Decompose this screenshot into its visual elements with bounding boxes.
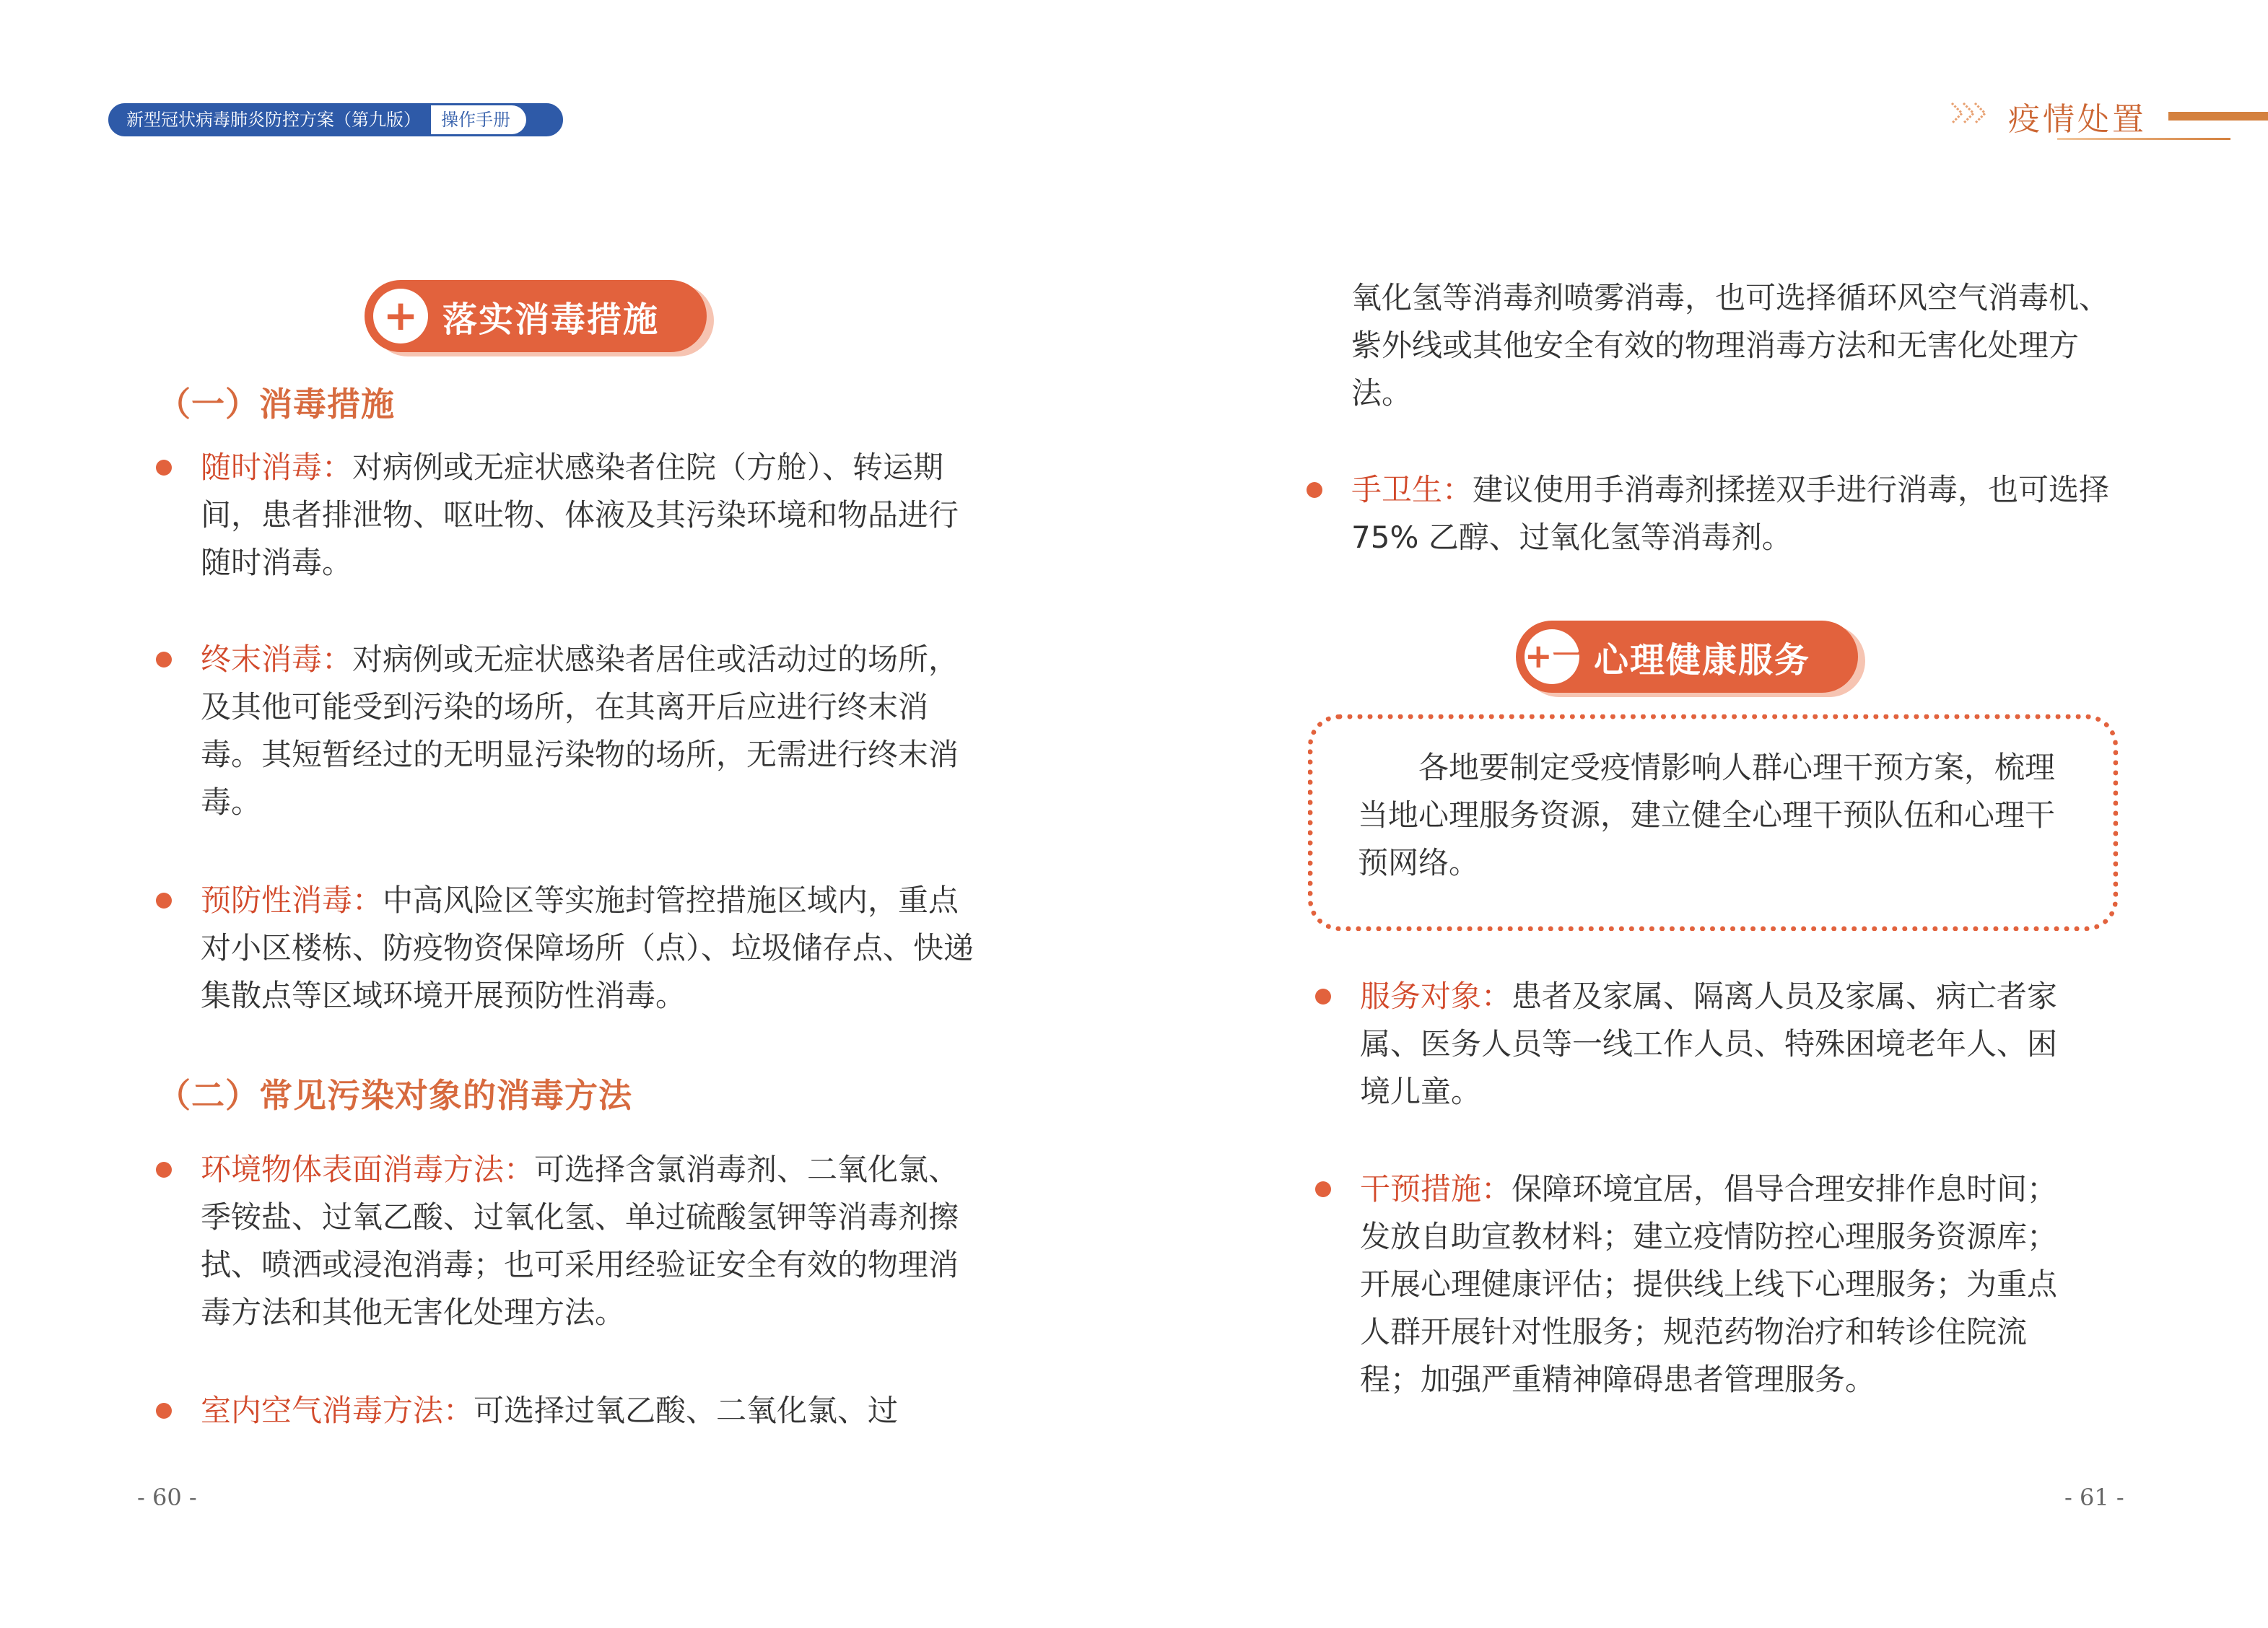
list-item-air-method — [201, 1387, 974, 1435]
bullet-dot-icon — [156, 1403, 172, 1419]
item-term: 服务对象： — [1360, 979, 1512, 1014]
item-text: 对病例或无症状感染者住院（方舱）、转运期间，患者排泄物、呕吐物、体液及其污染环境和物品进行随时消毒。 — [201, 450, 959, 580]
intro-box-text: 各地要制定受疫情影响人群心理干预方案，梳理当地心理服务资源，建立健全心理干预队伍和心理干预网络。 — [1358, 750, 2056, 880]
bullet-dot-icon — [1307, 482, 1322, 498]
document-title-pill — [108, 103, 563, 136]
header-bar — [2168, 112, 2268, 121]
section-number-badge: +一 — [1525, 629, 1579, 684]
chevron-arrows-icon — [1949, 100, 1992, 126]
continued-paragraph: 氧化氢等消毒剂喷雾消毒，也可选择循环风空气消毒机、紫外线或其他安全有效的物理消毒方法和无害化处理方法。 — [1351, 280, 2110, 411]
subsection-heading-2: （二）常见污染对象的消毒方法 — [157, 1076, 632, 1115]
bullet-dot-icon — [156, 652, 172, 668]
list-item-surface-method — [201, 1146, 974, 1336]
item-text: 可选择过氧乙酸、二氧化氯、过 — [474, 1393, 899, 1428]
list-item-disinfection-preventive — [201, 877, 974, 1020]
document-tag: 操作手册 — [431, 105, 526, 134]
item-term: 随时消毒： — [201, 450, 353, 485]
item-text: 可选择含氯消毒剂、二氧化氯、季铵盐、过氧乙酸、过氧化氢、单过硫酸氢钾等消毒剂擦拭、喷洒或浸泡消毒；也可采用经验证安全有效的物理消毒方法和其他无害化处理方法。 — [201, 1152, 959, 1330]
section-header — [1949, 90, 2268, 148]
section-banner-title: 落实消毒措施 — [442, 299, 660, 340]
bullet-dot-icon — [1315, 989, 1331, 1005]
page-number-right: - 61 - — [2064, 1484, 2124, 1511]
list-item-disinfection-anytime — [201, 444, 974, 587]
item-term: 预防性消毒： — [201, 883, 383, 918]
list-item-disinfection-terminal — [201, 636, 974, 826]
item-term: 终末消毒： — [201, 642, 353, 677]
list-item-service-targets — [1360, 973, 2082, 1116]
item-text: 建议使用手消毒剂揉搓双手进行消毒，也可选择 75% 乙醇、过氧化氢等消毒剂。 — [1351, 472, 2110, 555]
item-term: 手卫生： — [1351, 472, 1473, 507]
list-item-interventions — [1360, 1165, 2082, 1404]
list-item-hand-hygiene — [1351, 466, 2131, 561]
bullet-dot-icon — [156, 893, 172, 909]
section-banner-disinfection — [365, 280, 707, 352]
header-underline — [2057, 138, 2230, 140]
item-term: 干预措施： — [1360, 1171, 1512, 1207]
item-text: 患者及家属、隔离人员及家属、病亡者家属、医务人员等一线工作人员、特殊困境老年人、困境儿童。 — [1360, 979, 2058, 1109]
bullet-dot-icon — [156, 1162, 172, 1178]
mental-health-intro-box — [1308, 714, 2118, 931]
bullet-dot-icon — [156, 460, 172, 476]
bullet-dot-icon — [1315, 1181, 1331, 1197]
item-text: 保障环境宜居，倡导合理安排作息时间；发放自助宣教材料；建立疫情防控心理服务资源库；开展心理健康评估；提供线上线下心理服务；为重点人群开展针对性服务；规范药物治疗和转诊住院流程；加强严重精神障碍患者管理服务。 — [1360, 1171, 2058, 1397]
page-number-left: - 60 - — [137, 1484, 197, 1511]
item-text: 中高风险区等实施封管控措施区域内，重点对小区楼栋、防疫物资保障场所（点）、垃圾储存点、快递集散点等区域环境开展预防性消毒。 — [201, 883, 974, 1013]
section-banner-mental-health — [1516, 621, 1858, 693]
subsection-heading-1: （一）消毒措施 — [157, 385, 395, 424]
document-title: 新型冠状病毒肺炎防控方案（第九版） — [126, 110, 421, 130]
item-text: 对病例或无症状感染者居住或活动过的场所，及其他可能受到污染的场所，在其离开后应进行终末消毒。其短暂经过的无明显污染物的场所，无需进行终末消毒。 — [201, 642, 959, 820]
item-term: 环境物体表面消毒方法： — [201, 1152, 535, 1187]
item-term: 室内空气消毒方法： — [201, 1393, 474, 1428]
section-number-badge: + — [373, 289, 428, 343]
section-banner-title: 心理健康服务 — [1594, 639, 1811, 680]
section-title: 疫情处置 — [2008, 101, 2147, 138]
